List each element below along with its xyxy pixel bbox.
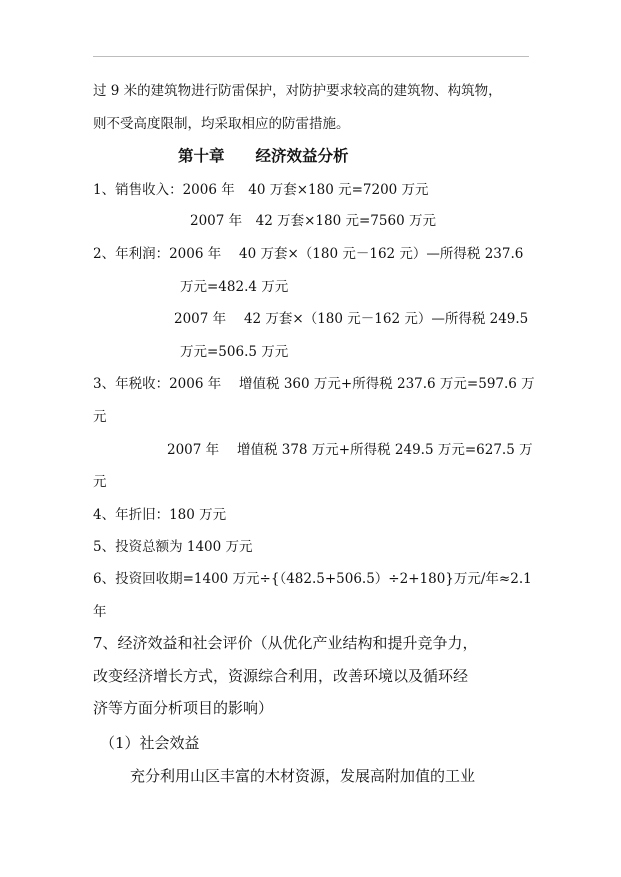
list-item-tax: 3、年税收：2006 年 增值税 360 万元+所得税 237.6 万元=597.6 万 xyxy=(93,376,535,392)
list-item-tax-2007: 2007 年 增值税 378 万元+所得税 249.5 万元=627.5 万 xyxy=(167,442,533,458)
paragraph-line: 过 9 米的建筑物进行防雷保护，对防护要求较高的建筑物、构筑物， xyxy=(93,83,502,99)
paragraph-line: 则不受高度限制，均采取相应的防雷措施。 xyxy=(93,116,350,132)
list-item-investment: 5、投资总额为 1400 万元 xyxy=(93,539,253,555)
list-item-profit: 2、年利润：2006 年 40 万套×（180 元－162 元）—所得税 237.6 xyxy=(93,246,524,262)
list-item-sales-cont: 2007 年 42 万套×180 元=7560 万元 xyxy=(190,213,436,229)
list-item-payback-cont: 年 xyxy=(93,604,107,620)
list-item-evaluation-cont: 改变经济增长方式，资源综合利用，改善环境以及循环经 xyxy=(93,667,469,685)
list-item-evaluation: 7、经济效益和社会评价（从优化产业结构和提升竞争力， xyxy=(93,634,478,652)
list-item-profit-cont: 万元=482.4 万元 xyxy=(180,279,289,295)
header-divider xyxy=(93,56,529,57)
list-item-payback: 6、投资回收期=1400 万元÷{（482.5+506.5）÷2+180}万元/年≈2.1 xyxy=(93,571,532,587)
list-item-evaluation-cont2: 济等方面分析项目的影响） xyxy=(93,699,274,717)
list-item-tax-2007-cont: 元 xyxy=(93,474,107,490)
subsection-heading: （1）社会效益 xyxy=(100,734,200,752)
list-item-sales: 1、销售收入：2006 年 40 万套×180 元=7200 万元 xyxy=(93,182,429,198)
paragraph-line: 充分利用山区丰富的木材资源，发展高附加值的工业 xyxy=(130,767,476,785)
chapter-title: 第十章 经济效益分析 xyxy=(178,146,349,165)
list-item-tax-cont: 元 xyxy=(93,409,107,425)
list-item-profit-2007-cont: 万元=506.5 万元 xyxy=(180,344,289,360)
list-item-depreciation: 4、年折旧：180 万元 xyxy=(93,507,227,523)
list-item-profit-2007: 2007 年 42 万套×（180 元－162 元）—所得税 249.5 xyxy=(174,311,529,327)
